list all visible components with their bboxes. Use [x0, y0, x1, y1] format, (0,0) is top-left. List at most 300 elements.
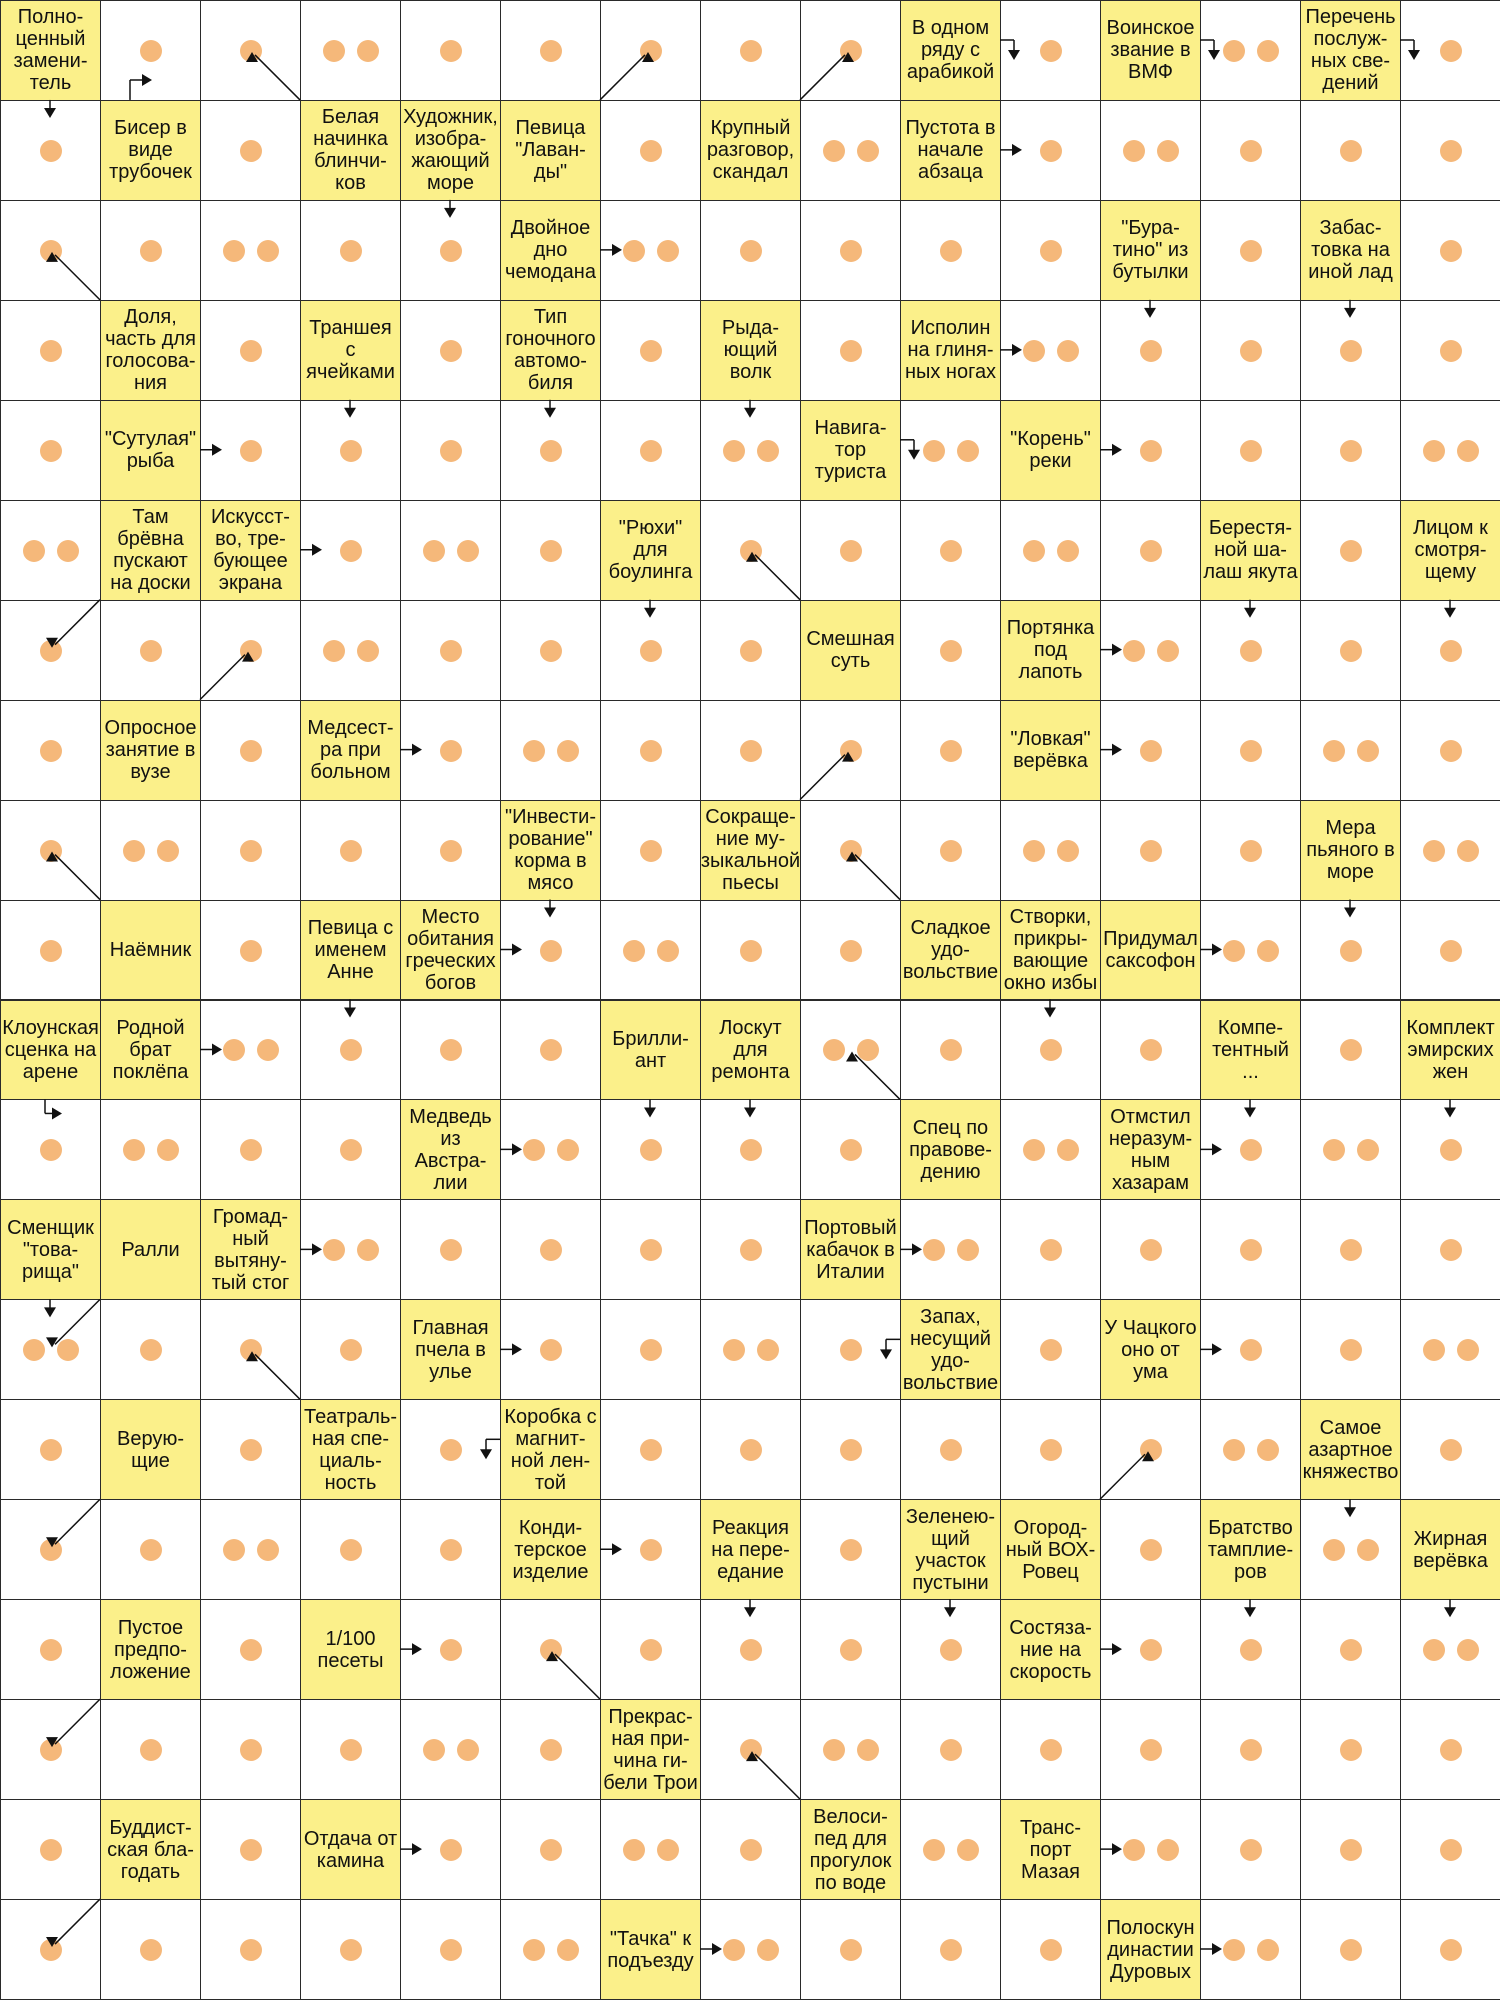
answer-cell[interactable]	[1200, 1899, 1301, 2000]
answer-cell[interactable]	[900, 700, 1001, 801]
answer-cell[interactable]	[0, 200, 101, 301]
clue-cell	[400, 1099, 501, 1200]
answer-cell[interactable]	[1200, 1799, 1301, 1900]
clue-line: на глиня-	[907, 339, 994, 362]
letter-dot-icon	[440, 40, 462, 62]
answer-cell[interactable]	[0, 900, 101, 1001]
clue-line: лаш якута	[1203, 561, 1298, 584]
clue-cell	[900, 0, 1001, 101]
answer-cell[interactable]	[1200, 400, 1301, 501]
answer-cell[interactable]	[900, 1199, 1001, 1300]
answer-cell[interactable]	[600, 800, 701, 901]
answer-cell[interactable]	[300, 1199, 401, 1300]
clue-line: лии	[433, 1171, 468, 1194]
answer-cell[interactable]	[800, 900, 901, 1001]
answer-cell[interactable]	[400, 1399, 501, 1500]
answer-cell[interactable]	[1000, 1099, 1101, 1200]
clue-line: "Ловкая"	[1010, 728, 1091, 751]
answer-cell[interactable]	[800, 0, 901, 101]
answer-cell[interactable]	[1100, 800, 1201, 901]
letter-dot-icon	[940, 1939, 962, 1961]
answer-cell[interactable]	[600, 1199, 701, 1300]
answer-cell[interactable]	[300, 1099, 401, 1200]
answer-cell[interactable]	[1400, 1699, 1500, 1800]
answer-cell[interactable]	[0, 1399, 101, 1500]
answer-cell[interactable]	[600, 700, 701, 801]
answer-cell[interactable]	[1400, 0, 1500, 101]
clue-cell	[700, 1000, 801, 1101]
answer-cell[interactable]	[200, 100, 301, 201]
answer-cell[interactable]	[200, 300, 301, 401]
answer-cell[interactable]	[500, 1199, 601, 1300]
answer-cell[interactable]	[700, 1199, 801, 1300]
answer-cell[interactable]	[0, 1799, 101, 1900]
answer-cell[interactable]	[1100, 700, 1201, 801]
answer-cell[interactable]	[300, 600, 401, 701]
letter-dot-icon	[940, 740, 962, 762]
answer-cell[interactable]	[300, 1899, 401, 2000]
answer-cell[interactable]	[500, 1299, 601, 1400]
answer-cell[interactable]	[600, 1299, 701, 1400]
answer-cell[interactable]	[1400, 1799, 1500, 1900]
letter-dot-icon	[223, 240, 245, 262]
clue-text	[804, 1217, 896, 1283]
answer-cell[interactable]	[1200, 700, 1301, 801]
answer-cell[interactable]	[1300, 700, 1401, 801]
letter-dot-icon	[757, 1339, 779, 1361]
answer-cell[interactable]	[400, 400, 501, 501]
letter-dot-icon	[1040, 40, 1062, 62]
letter-dot-icon	[1357, 1539, 1379, 1561]
letter-dot-icon	[1240, 1139, 1262, 1161]
answer-cell[interactable]	[1400, 900, 1500, 1001]
answer-cell[interactable]	[100, 800, 201, 901]
clue-cell	[300, 300, 401, 401]
answer-cell[interactable]	[1400, 300, 1500, 401]
answer-cell[interactable]	[300, 500, 401, 601]
answer-cell[interactable]	[400, 800, 501, 901]
answer-cell[interactable]	[500, 1699, 601, 1800]
answer-cell[interactable]	[500, 900, 601, 1001]
answer-cell[interactable]	[1300, 1099, 1401, 1200]
answer-cell[interactable]	[1300, 900, 1401, 1001]
letter-dot-icon	[1240, 640, 1262, 662]
clue-text	[113, 1017, 189, 1083]
answer-cell[interactable]	[700, 900, 801, 1001]
clue-line: ная спе-	[311, 1427, 390, 1450]
letter-dot-icon	[1440, 1739, 1462, 1761]
answer-cell[interactable]	[800, 800, 901, 901]
clue-text	[412, 1317, 488, 1383]
answer-cell[interactable]	[200, 400, 301, 501]
answer-cell[interactable]	[200, 700, 301, 801]
answer-cell[interactable]	[800, 1000, 901, 1101]
answer-cell[interactable]	[700, 200, 801, 301]
letter-dot-icon	[640, 840, 662, 862]
answer-cell[interactable]	[800, 100, 901, 201]
clue-cell	[1300, 0, 1401, 101]
clue-line: Лицом к	[1413, 517, 1488, 540]
answer-cell[interactable]	[1200, 200, 1301, 301]
letter-dot-icon	[40, 1539, 62, 1561]
clue-cell	[1000, 1599, 1101, 1700]
answer-cell[interactable]	[1100, 1599, 1201, 1700]
answer-cell[interactable]	[0, 1499, 101, 1600]
answer-cell[interactable]	[1000, 500, 1101, 601]
answer-cell[interactable]	[1000, 100, 1101, 201]
answer-cell[interactable]	[800, 1699, 901, 1800]
answer-cell[interactable]	[1300, 1799, 1401, 1900]
answer-cell[interactable]	[1300, 1299, 1401, 1400]
answer-cell[interactable]	[700, 400, 801, 501]
clue-line: ...	[1242, 1060, 1259, 1083]
answer-cell[interactable]	[400, 1499, 501, 1600]
answer-cell[interactable]	[1100, 500, 1201, 601]
answer-cell[interactable]	[1000, 1399, 1101, 1500]
answer-cell[interactable]	[500, 1799, 601, 1900]
answer-cell[interactable]	[100, 200, 201, 301]
answer-cell[interactable]	[900, 1899, 1001, 2000]
answer-cell[interactable]	[1300, 100, 1401, 201]
answer-cell[interactable]	[500, 0, 601, 101]
letter-dot-icon	[440, 1639, 462, 1661]
answer-cell[interactable]	[1400, 400, 1500, 501]
answer-cell[interactable]	[1000, 300, 1101, 401]
clue-line: брат	[129, 1038, 172, 1061]
clue-line: ряду с	[921, 39, 980, 62]
letter-dot-icon	[640, 1139, 662, 1161]
answer-cell[interactable]	[100, 1899, 201, 2000]
answer-cell[interactable]	[200, 1799, 301, 1900]
answer-cell[interactable]	[500, 500, 601, 601]
letter-dot-icon	[1023, 840, 1045, 862]
clue-text	[212, 1206, 290, 1294]
answer-cell[interactable]	[200, 1000, 301, 1101]
answer-cell[interactable]	[1100, 1699, 1201, 1800]
answer-cell[interactable]	[1000, 1000, 1101, 1101]
answer-cell[interactable]	[1000, 1199, 1101, 1300]
answer-cell[interactable]	[1300, 1199, 1401, 1300]
answer-cell[interactable]	[1200, 800, 1301, 901]
answer-cell[interactable]	[1000, 800, 1101, 901]
clue-line: Бисер в	[114, 117, 187, 140]
answer-cell[interactable]	[200, 800, 301, 901]
answer-cell[interactable]	[1300, 1499, 1401, 1600]
answer-cell[interactable]	[1200, 1399, 1301, 1500]
clue-text	[1212, 1017, 1289, 1083]
answer-cell[interactable]	[1100, 400, 1201, 501]
answer-cell[interactable]	[1400, 600, 1500, 701]
answer-cell[interactable]	[500, 700, 601, 801]
answer-cell[interactable]	[100, 1099, 201, 1200]
answer-cell[interactable]	[700, 500, 801, 601]
answer-cell[interactable]	[900, 1000, 1001, 1101]
answer-cell[interactable]	[1300, 1599, 1401, 1700]
answer-cell[interactable]	[1200, 300, 1301, 401]
answer-cell[interactable]	[900, 1699, 1001, 1800]
answer-cell[interactable]	[1000, 0, 1101, 101]
answer-cell[interactable]	[200, 1099, 301, 1200]
letter-dot-icon	[240, 1339, 262, 1361]
clue-line: Громад-	[212, 1205, 289, 1228]
answer-cell[interactable]	[800, 700, 901, 801]
letter-dot-icon	[140, 240, 162, 262]
clue-line: поклёпа	[112, 1060, 189, 1083]
answer-cell[interactable]	[300, 200, 401, 301]
answer-cell[interactable]	[1100, 300, 1201, 401]
answer-cell[interactable]	[1200, 1299, 1301, 1400]
answer-cell[interactable]	[1400, 800, 1500, 901]
answer-cell[interactable]	[300, 1699, 401, 1800]
clue-line: бутылки	[1112, 261, 1189, 284]
answer-cell[interactable]	[400, 1799, 501, 1900]
answer-cell[interactable]	[800, 1499, 901, 1600]
answer-cell[interactable]	[200, 1299, 301, 1400]
answer-cell[interactable]	[400, 1699, 501, 1800]
answer-cell[interactable]	[400, 200, 501, 301]
clue-line: трубочек	[109, 161, 192, 184]
answer-cell[interactable]	[600, 300, 701, 401]
clue-line: Театраль-	[303, 1405, 398, 1428]
answer-cell[interactable]	[400, 0, 501, 101]
answer-cell[interactable]	[600, 100, 701, 201]
answer-cell[interactable]	[200, 600, 301, 701]
letter-dot-icon	[1223, 1439, 1245, 1461]
answer-cell[interactable]	[200, 1599, 301, 1700]
clue-line: той	[534, 1471, 567, 1494]
answer-cell[interactable]	[200, 900, 301, 1001]
answer-cell[interactable]	[1300, 600, 1401, 701]
answer-cell[interactable]	[800, 1899, 901, 2000]
letter-dot-icon	[1457, 840, 1479, 862]
answer-cell[interactable]	[800, 1599, 901, 1700]
answer-cell[interactable]	[700, 1799, 801, 1900]
answer-cell[interactable]	[0, 100, 101, 201]
answer-cell[interactable]	[1300, 1000, 1401, 1101]
answer-cell[interactable]	[1100, 100, 1201, 201]
answer-cell[interactable]	[600, 1399, 701, 1500]
answer-cell[interactable]	[0, 800, 101, 901]
answer-cell[interactable]	[1300, 500, 1401, 601]
clue-line: часть для	[105, 328, 196, 351]
answer-cell[interactable]	[500, 400, 601, 501]
answer-cell[interactable]	[400, 1899, 501, 2000]
clue-cell	[400, 1299, 501, 1400]
answer-cell[interactable]	[200, 1699, 301, 1800]
answer-cell[interactable]	[100, 1699, 201, 1800]
answer-cell[interactable]	[700, 1699, 801, 1800]
answer-cell[interactable]	[1300, 1699, 1401, 1800]
answer-cell[interactable]	[500, 1099, 601, 1200]
answer-cell[interactable]	[600, 400, 701, 501]
answer-cell[interactable]	[1400, 1199, 1500, 1300]
answer-cell[interactable]	[700, 1299, 801, 1400]
answer-cell[interactable]	[300, 800, 401, 901]
answer-cell[interactable]	[1000, 200, 1101, 301]
answer-cell[interactable]	[400, 700, 501, 801]
answer-cell[interactable]	[700, 1599, 801, 1700]
answer-cell[interactable]	[1200, 1199, 1301, 1300]
answer-cell[interactable]	[1200, 600, 1301, 701]
clue-line: кабачок в	[806, 1238, 895, 1261]
clue-line: жен	[1432, 1060, 1469, 1083]
answer-cell[interactable]	[400, 1000, 501, 1101]
answer-cell[interactable]	[400, 500, 501, 601]
answer-cell[interactable]	[900, 500, 1001, 601]
answer-cell[interactable]	[1400, 700, 1500, 801]
answer-cell[interactable]	[600, 900, 701, 1001]
clue-line: Наёмник	[109, 939, 192, 962]
answer-cell[interactable]	[600, 0, 701, 101]
answer-cell[interactable]	[1200, 1699, 1301, 1800]
clue-line: Главная	[412, 1316, 489, 1339]
answer-cell[interactable]	[100, 1499, 201, 1600]
answer-cell[interactable]	[200, 200, 301, 301]
answer-cell[interactable]	[0, 300, 101, 401]
answer-cell[interactable]	[400, 300, 501, 401]
answer-cell[interactable]	[500, 1899, 601, 2000]
answer-cell[interactable]	[300, 0, 401, 101]
answer-cell[interactable]	[1300, 400, 1401, 501]
answer-cell[interactable]	[1200, 1599, 1301, 1700]
letter-dot-icon	[1140, 1039, 1162, 1061]
answer-cell[interactable]	[100, 600, 201, 701]
answer-cell[interactable]	[1100, 1399, 1201, 1500]
answer-cell[interactable]	[200, 1399, 301, 1500]
letter-dot-icon	[1140, 1639, 1162, 1661]
answer-cell[interactable]	[600, 1799, 701, 1900]
answer-cell[interactable]	[900, 1399, 1001, 1500]
clue-line: княжество	[1302, 1460, 1399, 1483]
answer-cell[interactable]	[0, 600, 101, 701]
answer-cell[interactable]	[200, 1899, 301, 2000]
letter-dot-icon	[340, 1739, 362, 1761]
answer-cell[interactable]	[1000, 1299, 1101, 1400]
answer-cell[interactable]	[300, 1299, 401, 1400]
letter-dot-icon	[940, 1639, 962, 1661]
answer-cell[interactable]	[900, 1599, 1001, 1700]
answer-cell[interactable]	[1300, 1899, 1401, 2000]
answer-cell[interactable]	[600, 1099, 701, 1200]
answer-cell[interactable]	[500, 1599, 601, 1700]
answer-cell[interactable]	[1200, 1099, 1301, 1200]
answer-cell[interactable]	[800, 200, 901, 301]
answer-cell[interactable]	[800, 500, 901, 601]
answer-cell[interactable]	[1100, 1799, 1201, 1900]
letter-dot-icon	[640, 740, 662, 762]
answer-cell[interactable]	[0, 1899, 101, 2000]
letter-dot-icon	[923, 1239, 945, 1261]
answer-cell[interactable]	[900, 1799, 1001, 1900]
answer-cell[interactable]	[0, 1099, 101, 1200]
answer-cell[interactable]	[700, 700, 801, 801]
answer-cell[interactable]	[500, 1000, 601, 1101]
answer-cell[interactable]	[400, 1199, 501, 1300]
answer-cell[interactable]	[1400, 100, 1500, 201]
answer-cell[interactable]	[0, 1299, 101, 1400]
clue-line: окно избы	[1003, 972, 1098, 995]
answer-cell[interactable]	[800, 1099, 901, 1200]
clue-text	[711, 1517, 790, 1583]
answer-cell[interactable]	[0, 1599, 101, 1700]
clue-line: боулинга	[608, 561, 693, 584]
answer-cell[interactable]	[0, 1699, 101, 1800]
answer-cell[interactable]	[600, 1499, 701, 1600]
answer-cell[interactable]	[1400, 1399, 1500, 1500]
answer-cell[interactable]	[1100, 1499, 1201, 1600]
clue-line: Жирная	[1413, 1527, 1488, 1550]
answer-cell[interactable]	[500, 600, 601, 701]
answer-cell[interactable]	[1100, 1000, 1201, 1101]
answer-cell[interactable]	[900, 600, 1001, 701]
answer-cell[interactable]	[800, 1299, 901, 1400]
answer-cell[interactable]	[0, 400, 101, 501]
answer-cell[interactable]	[900, 800, 1001, 901]
answer-cell[interactable]	[300, 1000, 401, 1101]
answer-cell[interactable]	[200, 1499, 301, 1600]
answer-cell[interactable]	[800, 1399, 901, 1500]
answer-cell[interactable]	[800, 300, 901, 401]
clue-line: Место	[421, 906, 480, 929]
answer-cell[interactable]	[1400, 1599, 1500, 1700]
answer-cell[interactable]	[1400, 1099, 1500, 1200]
answer-cell[interactable]	[1300, 300, 1401, 401]
answer-cell[interactable]	[400, 1599, 501, 1700]
answer-cell[interactable]	[700, 0, 801, 101]
answer-cell[interactable]	[100, 0, 201, 101]
answer-cell[interactable]	[600, 1599, 701, 1700]
clue-line: сценка на	[4, 1038, 97, 1061]
letter-dot-icon	[640, 40, 662, 62]
clue-line: биля	[527, 372, 574, 395]
letter-dot-icon	[840, 840, 862, 862]
letter-dot-icon	[40, 440, 62, 462]
answer-cell[interactable]	[1200, 100, 1301, 201]
answer-cell[interactable]	[1000, 1699, 1101, 1800]
answer-cell[interactable]	[100, 1299, 201, 1400]
answer-cell[interactable]	[700, 600, 801, 701]
answer-cell[interactable]	[700, 1099, 801, 1200]
answer-cell[interactable]	[1400, 200, 1500, 301]
answer-cell[interactable]	[1400, 1299, 1500, 1400]
letter-dot-icon	[240, 840, 262, 862]
answer-cell[interactable]	[1200, 900, 1301, 1001]
answer-cell[interactable]	[200, 0, 301, 101]
answer-cell[interactable]	[900, 200, 1001, 301]
answer-cell[interactable]	[0, 500, 101, 601]
clue-text	[515, 117, 586, 183]
letter-dot-icon	[223, 1539, 245, 1561]
answer-cell[interactable]	[600, 200, 701, 301]
answer-cell[interactable]	[1100, 1199, 1201, 1300]
answer-cell[interactable]	[1100, 600, 1201, 701]
clue-line: Полно-	[17, 6, 84, 29]
clue-line: Забас-	[1319, 217, 1382, 240]
answer-cell[interactable]	[600, 600, 701, 701]
answer-cell[interactable]	[0, 700, 101, 801]
answer-cell[interactable]	[1000, 1899, 1101, 2000]
answer-cell[interactable]	[700, 1899, 801, 2000]
answer-cell[interactable]	[300, 400, 401, 501]
answer-cell[interactable]	[900, 400, 1001, 501]
answer-cell[interactable]	[400, 600, 501, 701]
answer-cell[interactable]	[1200, 0, 1301, 101]
clue-line: песеты	[317, 1649, 384, 1672]
answer-cell[interactable]	[1400, 1899, 1500, 2000]
answer-cell[interactable]	[700, 1399, 801, 1500]
answer-cell[interactable]	[300, 1499, 401, 1600]
clue-line: Белая	[321, 106, 380, 129]
